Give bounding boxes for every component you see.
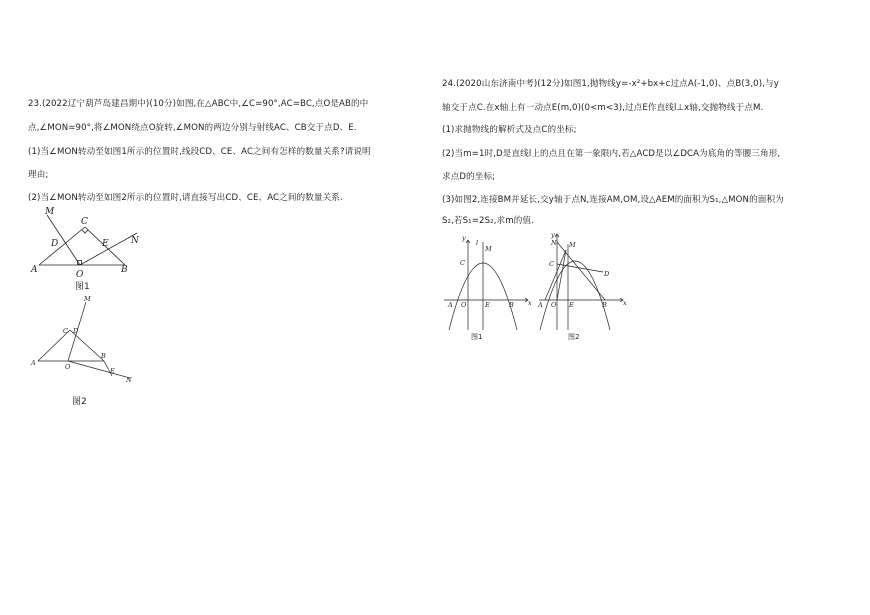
q24f2-label-y: y (551, 231, 555, 239)
q23f2-label-E: E (110, 367, 115, 375)
q23f1-label-O: O (76, 270, 84, 280)
q23f2-label-B: B (101, 352, 106, 360)
q23-line-3: (1)当∠MON转动至如图1所示的位置时,线段CD、CE、AC之间有怎样的数量关系?请说明 (28, 147, 371, 157)
q24f2-label-N: N (551, 239, 557, 247)
q23-figure-1 (25, 205, 150, 280)
q24-figure-2 (535, 232, 630, 332)
q23-line-2: 点,∠MON=90°,将∠MON绕点O旋转,∠MON的两边分别与射线AC、CB交于点D、E. (28, 123, 357, 133)
q24f2-label-C: C (549, 260, 554, 268)
q24f1-label-l: l (476, 239, 479, 247)
q24-figure-1 (440, 232, 535, 332)
q23-line-1: 23.(2022辽宁葫芦岛建昌期中)(10分)如图,在△ABC中,∠C=90°,AC=BC,点O是AB的中 (28, 99, 369, 109)
q24f1-label-O: O (461, 301, 467, 309)
q23-line-4: 理由; (28, 170, 49, 180)
q24-line-1: 24.(2020山东济南中考)(12分)如图1,抛物线y=-x²+bx+c过点A(-1,0)、点B(3,0),与y (442, 79, 779, 89)
q24f2-label-M: M (569, 241, 576, 249)
q24f1-label-x: x (528, 299, 532, 307)
q24-line-4: (2)当m=1时,D是直线l上的点且在第一象限内,若△ACD是以∠DCA为底角的等腰三角形, (442, 149, 781, 159)
q23f2-label-C: C (63, 327, 68, 335)
q24f2-label-E: E (569, 301, 574, 309)
q23f1-label-B: B (121, 265, 128, 275)
q23-figure-1-caption: 图1 (75, 282, 90, 292)
q24-line-5: 求点D的坐标; (442, 172, 496, 182)
q23f1-label-N: N (131, 236, 139, 246)
q23f1-label-A: A (31, 265, 38, 275)
q24-figure-2-caption: 图2 (568, 333, 580, 341)
q24f2-label-B: B (602, 301, 607, 309)
q23f2-label-O: O (65, 363, 71, 371)
q24f2-label-A: A (538, 301, 543, 309)
q23f2-label-D: D (73, 327, 79, 335)
q24f2-label-x: x (623, 299, 627, 307)
q24-figure-1-caption: 图1 (471, 333, 483, 341)
q23-figure-2-caption: 图2 (72, 397, 87, 407)
q23f2-label-M: M (84, 295, 91, 303)
q23-figure-2 (28, 296, 143, 386)
q24-line-2: 轴交于点C.在x轴上有一动点E(m,0)(0<m<3),过点E作直线l⊥x轴,交抛物线于点M. (442, 103, 764, 113)
q24-line-3: (1)求抛物线的解析式及点C的坐标; (442, 125, 577, 135)
q24f1-label-E: E (485, 301, 490, 309)
q24-line-6: (3)如图2,连接BM并延长,交y轴于点N,连接AM,OM,设△AEM的面积为S₁,△MON的面积为 (442, 195, 784, 205)
q23f1-label-E: E (102, 239, 109, 249)
q24f1-label-y: y (462, 234, 466, 242)
q24f2-label-D: D (604, 270, 610, 278)
q23-line-5: (2)当∠MON转动至如图2所示的位置时,请直接写出CD、CE、AC之间的数量关系. (28, 193, 343, 203)
q24f1-label-A: A (448, 301, 453, 309)
q23f2-label-A: A (31, 359, 36, 367)
q23f1-label-M: M (45, 207, 55, 217)
q23f2-label-N: N (126, 376, 132, 384)
q24-line-7: S₂,若S₁=2S₂,求m的值. (442, 216, 534, 226)
q24f1-label-B: B (509, 301, 514, 309)
q23f1-label-C: C (81, 217, 88, 227)
q24f1-label-C: C (460, 259, 465, 267)
q23f1-label-D: D (51, 239, 59, 249)
q24f1-label-M: M (485, 245, 492, 253)
q24f2-label-O: O (551, 301, 557, 309)
